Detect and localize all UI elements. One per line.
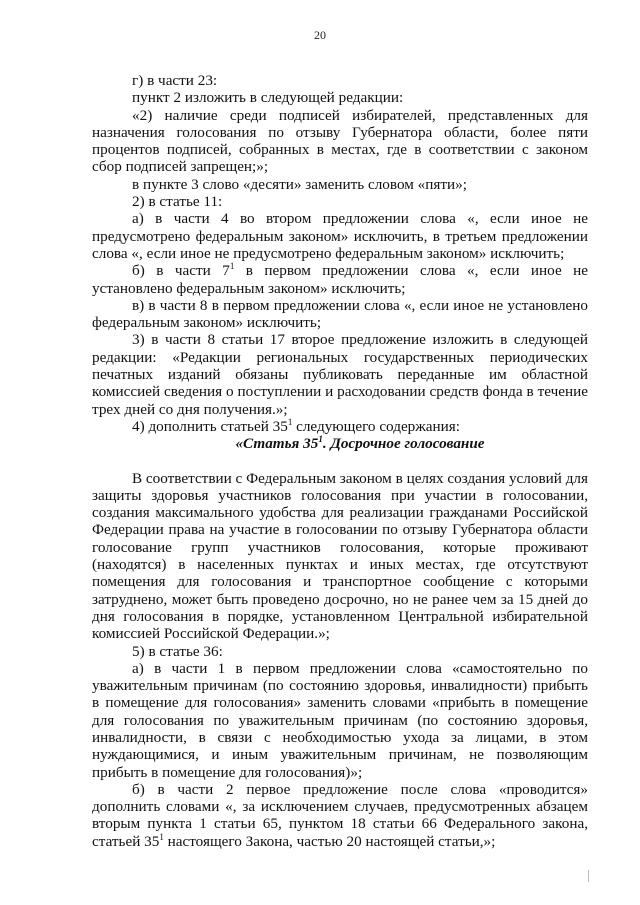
heading-text: . Досрочное голосование: [322, 435, 485, 453]
document-body: [92, 72, 588, 850]
paragraph-text: 4) дополнить статьей 35: [132, 417, 288, 435]
superscript: 1: [287, 416, 293, 427]
paragraph: 5) в статье 36:: [132, 642, 223, 660]
superscript: 1: [229, 261, 235, 272]
paragraph-text: следующего содержания:: [292, 417, 460, 435]
paragraph: [92, 262, 588, 297]
scan-mark: [588, 870, 589, 882]
superscript: 1: [318, 434, 323, 445]
heading-text: «Статья 35: [235, 435, 319, 453]
paragraph: г) в части 23:: [132, 72, 218, 89]
paragraph-text: в первом предложении слова «, если иное не установлено федеральным законом» исключить;: [92, 262, 589, 297]
paragraph-text: б) в части 7: [132, 262, 230, 280]
paragraph: а) в части 4 во втором предложении слова «, если иное не предусмотрено федеральным законом» исключить, в третьем предложении слова «, если иное не предусмотрено федеральным законом» исключить;: [92, 210, 588, 262]
paragraph: 3) в части 8 статьи 17 второе предложение изложить в следующей редакции: «Редакции региональных государственных периодических печатных изданий обязаны публиковать переданные им областной комиссией сведения о поступлении и расходовании средств фонда в течение трех дней со дня получения.»;: [92, 331, 588, 418]
paragraph: в пункте 3 слово «десяти» заменить словом «пяти»;: [132, 175, 467, 193]
paragraph: а) в части 1 в первом предложении слова «самостоятельно по уважительным причинам (по состоянию здоровья, инвалидности) прибыть в помещение для голосования» заменить словами «прибыть в помещение для голосования по уважительным причинам (по состоянию здоровья, инвалидности, в связи с необходимостью ухода за лицами, в этом нуждающимися, и иным уважительным причинам, не позволяющим прибыть в помещение для голосования)»;: [92, 659, 588, 781]
paragraph: 2) в статье 11:: [132, 193, 223, 211]
paragraph: В соответствии с Федеральным законом в целях создания условий для защиты здоровья участников голосования при участии в голосовании, создания максимального удобства для реализации гражданами Российской Федерации права на участие в голосовании по отзыву Губернатора области голосование групп участников голосования, которые проживают (находятся) в населенных пунктах и иных местах, где отсутствуют помещения для голосования и транспортное сообщение с которыми затруднено, может быть проведено досрочно, но не ранее чем за 15 дней до дня голосования в порядке, установленном Центральной избирательной комиссией Российской Федерации.»;: [92, 469, 588, 643]
spacer: [92, 453, 588, 470]
page-number: 20: [314, 28, 326, 42]
paragraph: «2) наличие среди подписей избирателей, представленных для назначения голосования по отзыву Губернатора области, более пяти процентов подписей, собранных в местах, где в соответствии с законом сбор подписей запрещен;»;: [92, 106, 588, 176]
superscript: 1: [159, 831, 164, 842]
paragraph: [92, 781, 588, 850]
paragraph-text: настоящего Закона, частью 20 настоящей статьи,»;: [163, 832, 496, 850]
paragraph: в) в части 8 в первом предложении слова «, если иное не установлено федеральным законом» исключить;: [92, 296, 588, 332]
article-heading: [132, 435, 588, 452]
paragraph: пункт 2 изложить в следующей редакции:: [132, 89, 404, 107]
paragraph: [92, 418, 588, 435]
paragraph-text: б) в части 2 первое предложение после слова «проводится» дополнить словами «, за исключением случаев, предусмотренных абзацем вторым пункта 1 статьи 65, пунктом 18 статьи 66 Федерального закона, статьей 35: [92, 780, 588, 850]
